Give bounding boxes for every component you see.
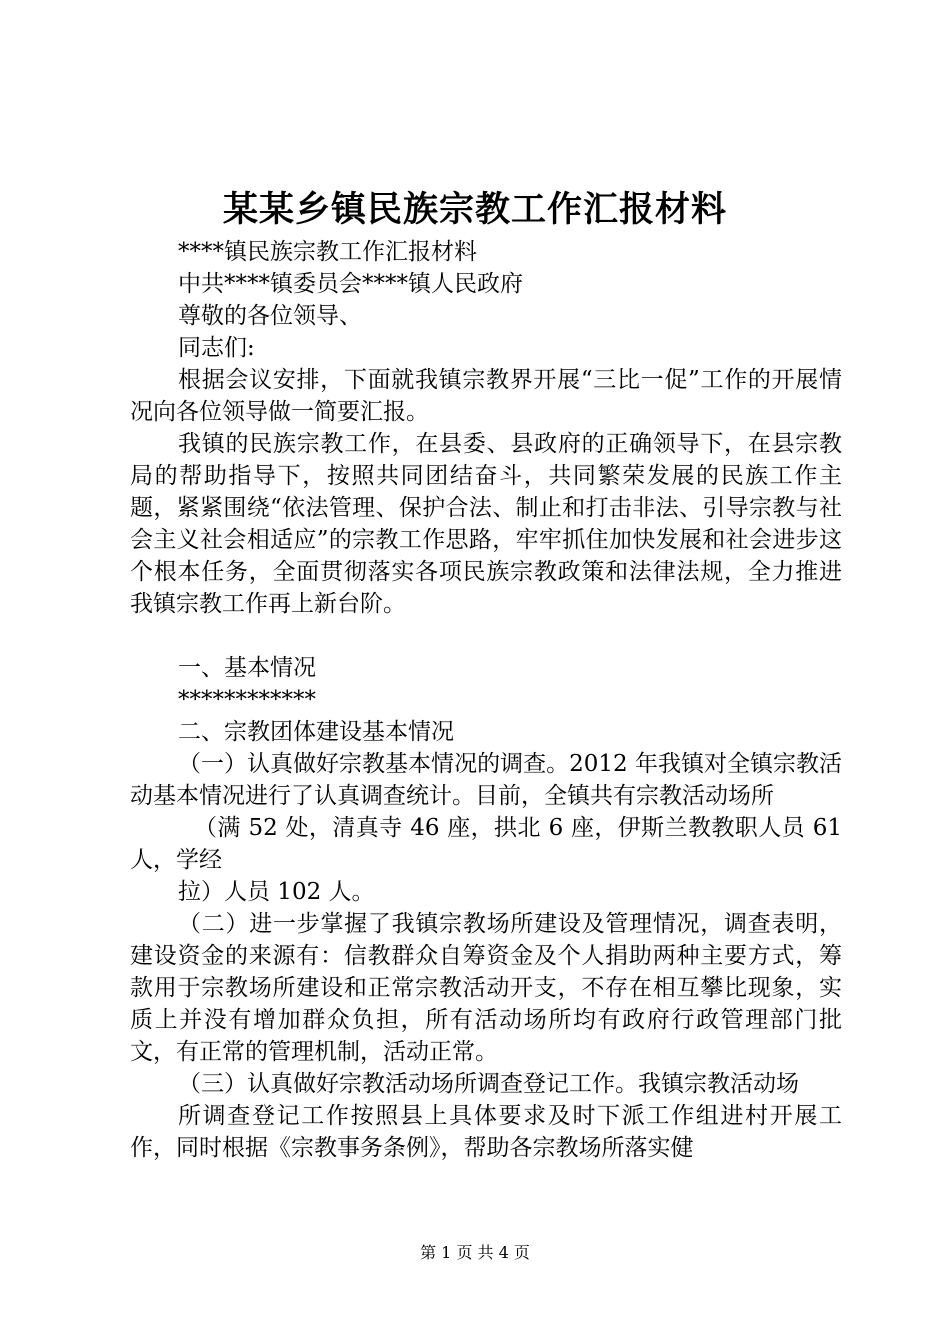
paragraph-subtitle: ****镇民族宗教工作汇报材料 [178, 239, 477, 265]
paragraph-salutation: 尊敬的各位领导、 [178, 303, 362, 329]
paragraph-salutation-2: 同志们: [178, 335, 255, 361]
paragraph-issuer: 中共****镇委员会****镇人民政府 [178, 271, 523, 297]
document-body [130, 236, 850, 1164]
page-indicator: 第 1 页 共 4 页 [420, 1243, 530, 1262]
paragraph-stats-cont: 拉）人员 102 人。 [178, 879, 375, 905]
paragraph-overview: 我镇的民族宗教工作，在县委、县政府的正确领导下，在县宗教局的帮助指导下，按照共同团结奋斗，共同繁荣发展的民族工作主题，紧紧围绕“依法管理、保护合法、制止和打击非法、引导宗教与社会主义社会相适应”的宗教工作思路，牢牢抓住加快发展和社会进步这个根本任务，全面贯彻落实各项民族宗教政策和法律法规，全力推进我镇宗教工作再上新台阶。 [130, 431, 842, 617]
paragraph-funding: （二）进一步掌握了我镇宗教场所建设及管理情况，调查表明，建设资金的来源有：信教群众自筹资金及个人捐助两种主要方式，筹款用于宗教场所建设和正常宗教活动开支，不存在相互攀比现象，实质上并没有增加群众负担，所有活动场所均有政府行政管理部门批文，有正常的管理机制，活动正常。 [130, 911, 842, 1065]
paragraph-intro: 根据会议安排，下面就我镇宗教界开展“三比一促”工作的开展情况向各位领导做一简要汇报。 [130, 367, 842, 425]
paragraph-registration: （三）认真做好宗教活动场所调查登记工作。我镇宗教活动场 [178, 1071, 799, 1097]
document-title: 某某乡镇民族宗教工作汇报材料 [222, 189, 727, 230]
paragraph-stats: （满 52 处，清真寺 46 座，拱北 6 座，伊斯兰教教职人员 61 人，学经 [130, 815, 850, 873]
section-heading-groups: 二、宗教团体建设基本情况 [178, 719, 454, 745]
paragraph-redacted: ************ [178, 687, 316, 713]
paragraph-registration-cont: 所调查登记工作按照县上具体要求及时下派工作组进村开展工作，同时根据《宗教事务条例》，帮助各宗教场所落实健 [130, 1103, 842, 1161]
section-heading-basic: 一、基本情况 [178, 655, 316, 681]
paragraph-survey: （一）认真做好宗教基本情况的调查。2012 年我镇对全镇宗教活动基本情况进行了认真调查统计。目前，全镇共有宗教活动场所 [130, 751, 842, 809]
